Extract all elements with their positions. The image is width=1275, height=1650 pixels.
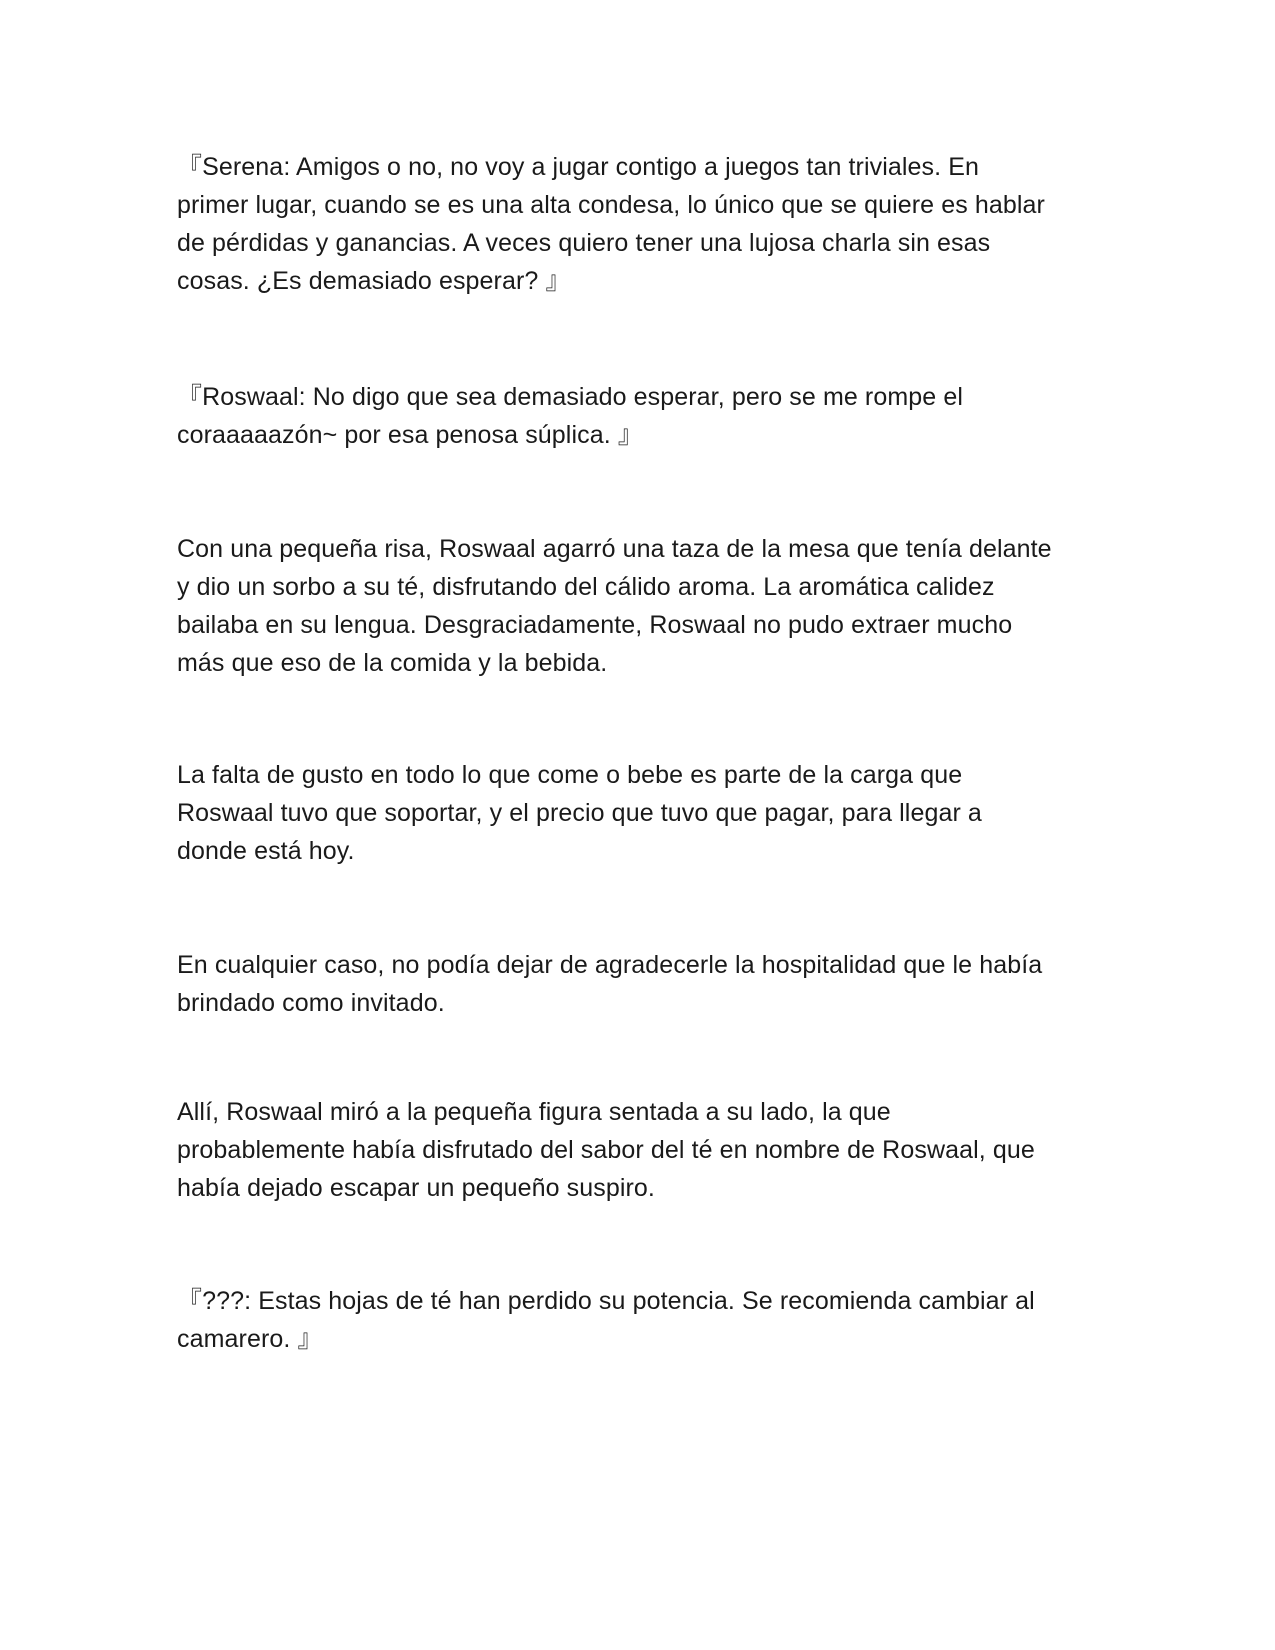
text-line: y dio un sorbo a su té, disfrutando del cálido aroma. La aromática calidez — [177, 573, 995, 601]
text-line: primer lugar, cuando se es una alta condesa, lo único que se quiere es hablar — [177, 191, 1045, 219]
dialogue-paragraph-roswaal — [177, 378, 1097, 454]
text-line: En cualquier caso, no podía dejar de agradecerle la hospitalidad que le había — [177, 951, 1043, 979]
text-line: había dejado escapar un pequeño suspiro. — [177, 1174, 655, 1202]
text-line: 『Roswaal: No digo que sea demasiado esperar, pero se me rompe el — [177, 383, 963, 411]
text-line: Allí, Roswaal miró a la pequeña figura sentada a su lado, la que — [177, 1098, 891, 1126]
text-line: coraaaaazón~ por esa penosa súplica. 』 — [177, 421, 643, 449]
text-line: de pérdidas y ganancias. A veces quiero tener una lujosa charla sin esas — [177, 229, 991, 257]
text-line: Roswaal tuvo que soportar, y el precio que tuvo que pagar, para llegar a — [177, 799, 982, 827]
text-line: bailaba en su lengua. Desgraciadamente, Roswaal no pudo extraer mucho — [177, 611, 1013, 639]
text-line: Con una pequeña risa, Roswaal agarró una taza de la mesa que tenía delante — [177, 535, 1052, 563]
narrative-paragraph — [177, 530, 1097, 682]
narrative-paragraph — [177, 1093, 1097, 1207]
text-line: 『Serena: Amigos o no, no voy a jugar contigo a juegos tan triviales. En — [177, 153, 980, 181]
narrative-paragraph — [177, 946, 1097, 1022]
text-line: La falta de gusto en todo lo que come o bebe es parte de la carga que — [177, 761, 963, 789]
text-line: camarero. 』 — [177, 1325, 323, 1353]
text-line: probablemente había disfrutado del sabor del té en nombre de Roswaal, que — [177, 1136, 1035, 1164]
text-line: 『???: Estas hojas de té han perdido su potencia. Se recomienda cambiar al — [177, 1287, 1035, 1315]
text-line: donde está hoy. — [177, 837, 355, 865]
dialogue-paragraph-unknown — [177, 1282, 1097, 1358]
text-line: brindado como invitado. — [177, 989, 445, 1017]
dialogue-paragraph-serena — [177, 148, 1097, 300]
narrative-paragraph — [177, 756, 1097, 870]
text-line: más que eso de la comida y la bebida. — [177, 649, 608, 677]
text-line: cosas. ¿Es demasiado esperar? 』 — [177, 267, 571, 295]
